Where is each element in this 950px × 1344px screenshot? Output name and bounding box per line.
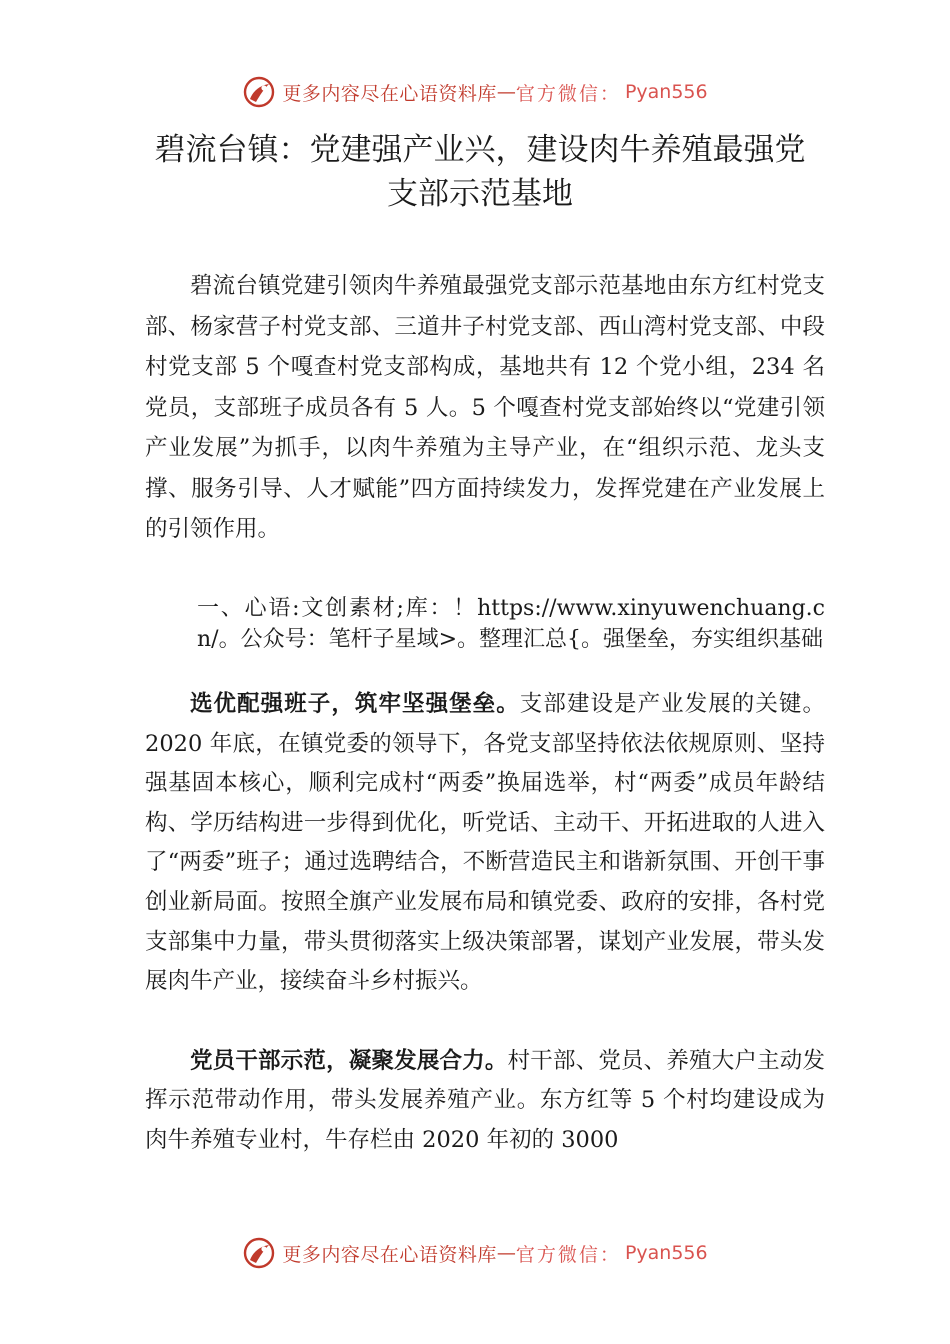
banner-text: 更多内容尽在心语资料库 [282,1243,497,1266]
paragraph-section-one: 一、心语:文创素材;库：！https://www.xinyuwenchuang.cn/。公众号：笔杆子星域>。整理汇总{。强堡垒，夯实组织基础 [197,596,825,652]
document-title: 碧流台镇：党建强产业兴，建设肉牛养殖最强党支部示范基地 [154,132,806,212]
banner-dash: — [496,81,516,103]
banner-text: 更多内容尽在心语资料库 [282,82,497,105]
footer-banner [0,1233,950,1273]
paragraph-body: 支部建设是产业发展的关键。2020 年底，在镇党委的领导下，各党支部坚持依法依规原则、坚持强基固本核心，顺利完成村“两委”换届选举，村“两委”成员年龄结构、学历结构进一步得到优化，听党话、主动干、开拓进取的人进入了“两委”班子；通过选聘结合，不断营造民主和谐新氛围、开创干事创业新局面。按照全旗产业发展布局和镇党委、政府的安排，各村党支部集中力量，带头贯彻落实上级决策部署，谋划产业发展，带头发展肉牛产业，接续奋斗乡村振兴。 [145,691,825,995]
banner-wechat-id: Pyan556 [624,1242,708,1264]
banner-wechat-label: 官方微信： [515,1243,621,1266]
paragraph-cadres [145,1042,825,1160]
paragraph-lead: 党员干部示范，凝聚发展合力。 [190,1048,508,1074]
paragraph-body: 村干部、党员、养殖大户主动发挥示范带动作用，带头发展养殖产业。东方红等 5 个村均建设成为肉牛养殖专业村，牛存栏由 2020 年初的 3000 [145,1048,825,1153]
header-banner [0,72,950,112]
banner-dash: — [496,1242,516,1264]
logo-icon [242,1236,276,1270]
banner-wechat-label: 官方微信： [515,82,621,105]
logo-icon [242,75,276,109]
banner-wechat-id: Pyan556 [624,81,708,103]
paragraph-lead: 选优配强班子，筑牢坚强堡垒。 [190,691,520,717]
paragraph-intro: 碧流台镇党建引领肉牛养殖最强党支部示范基地由东方红村党支部、杨家营子村党支部、三道井子村党支部、西山湾村党支部、中段村党支部 5 个嘎查村党支部构成，基地共有 12 个党小组，234 名党员，支部班子成员各有 5 人。5 个嘎查村党支部始终以“党建引领产业发展”为抓手，以肉牛养殖为主导产业，在“组织示范、龙头支撑、服务引导、人才赋能”四方面持续发力，发挥党建在产业发展上的引领作用。 [145,273,825,542]
paragraph-team [145,685,825,1002]
